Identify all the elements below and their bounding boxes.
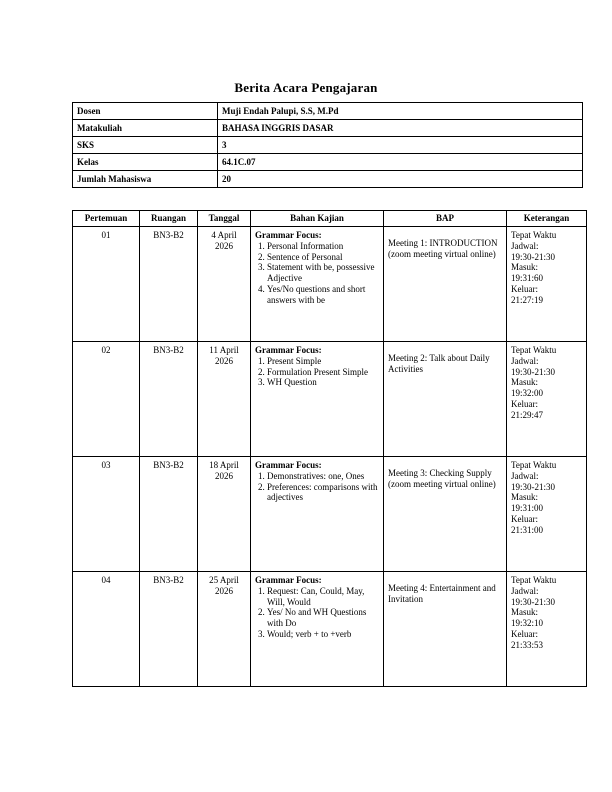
grammar-focus-label: Grammar Focus: <box>255 575 322 585</box>
keterangan-line: 19:32:00 <box>511 388 544 399</box>
info-row-kelas <box>73 154 583 171</box>
list-item: 1. Present Simple <box>267 356 379 367</box>
header-pertemuan: Pertemuan <box>73 211 140 227</box>
keterangan-line: Keluar: <box>511 283 538 294</box>
header-tanggal: Tanggal <box>198 211 251 227</box>
keterangan-line: Keluar: <box>511 628 538 639</box>
bap-text: Meeting 3: Checking Supply (zoom meeting virtual online) <box>388 468 496 489</box>
list-item: 1. Request: Can, Could, May, Will, Would <box>267 586 379 608</box>
keterangan-line: 21:27:19 <box>511 294 544 305</box>
keterangan-cell <box>507 457 587 572</box>
pertemuan-cell: 01 <box>73 227 140 342</box>
tanggal-cell: 25 April 2026 <box>198 572 251 687</box>
keterangan-line: 19:31:60 <box>511 273 544 284</box>
ruangan-cell: BN3-B2 <box>140 457 198 572</box>
bap-text: Meeting 2: Talk about Daily Activities <box>388 353 490 374</box>
keterangan-cell <box>507 572 587 687</box>
bap-cell <box>384 572 507 687</box>
topic-list <box>255 241 379 306</box>
grammar-focus-label: Grammar Focus: <box>255 345 322 355</box>
keterangan-line: 19:30-21:30 <box>511 596 555 607</box>
keterangan-line: 19:30-21:30 <box>511 481 555 492</box>
table-row <box>73 227 587 342</box>
topic-list <box>255 471 379 503</box>
pertemuan-cell: 02 <box>73 342 140 457</box>
header-keterangan: Keterangan <box>507 211 587 227</box>
info-label: Kelas <box>73 154 218 171</box>
schedule-header-row <box>73 211 587 227</box>
list-item: 2. Yes/ No and WH Questions with Do <box>267 607 379 629</box>
list-item: 3. WH Question <box>267 377 379 388</box>
bap-cell <box>384 227 507 342</box>
keterangan-line: Keluar: <box>511 398 538 409</box>
tanggal-cell: 18 April 2026 <box>198 457 251 572</box>
info-label: Matakuliah <box>73 120 218 137</box>
keterangan-line: Tepat Waktu <box>511 575 557 585</box>
bahan-kajian-cell <box>251 457 384 572</box>
topic-list <box>255 586 379 640</box>
keterangan-line: 19:30-21:30 <box>511 251 555 262</box>
list-item: 2. Preferences: comparisons with adjectives <box>267 482 379 504</box>
list-item: 1. Demonstratives: one, Ones <box>267 471 379 482</box>
keterangan-line: Tepat Waktu <box>511 345 557 355</box>
keterangan-line: 21:33:53 <box>511 639 544 650</box>
info-row-matakuliah <box>73 120 583 137</box>
table-row <box>73 572 587 687</box>
pertemuan-cell: 03 <box>73 457 140 572</box>
keterangan-line: Masuk: <box>511 607 538 618</box>
keterangan-line: Masuk: <box>511 377 538 388</box>
list-item: 3. Would; verb + to +verb <box>267 629 379 640</box>
keterangan-line: 19:32:10 <box>511 618 544 629</box>
grammar-focus-label: Grammar Focus: <box>255 230 322 240</box>
table-row <box>73 457 587 572</box>
keterangan-line: Jadwal: <box>511 355 539 366</box>
info-value: 20 <box>218 171 583 188</box>
info-label: Dosen <box>73 103 218 120</box>
keterangan-line: Keluar: <box>511 513 538 524</box>
info-label: Jumlah Mahasiswa <box>73 171 218 188</box>
info-row-sks <box>73 137 583 154</box>
bap-text: Meeting 4: Entertainment and Invitation <box>388 583 496 604</box>
ruangan-cell: BN3-B2 <box>140 342 198 457</box>
info-label: SKS <box>73 137 218 154</box>
table-row <box>73 342 587 457</box>
bahan-kajian-cell <box>251 227 384 342</box>
keterangan-line: 19:31:00 <box>511 503 544 514</box>
info-value: Muji Endah Palupi, S.S, M.Pd <box>218 103 583 120</box>
bahan-kajian-cell <box>251 342 384 457</box>
list-item: 1. Personal Information <box>267 241 379 252</box>
keterangan-line: Masuk: <box>511 492 538 503</box>
keterangan-cell <box>507 342 587 457</box>
keterangan-line: 21:29:47 <box>511 409 544 420</box>
info-row-jumlah-mahasiswa <box>73 171 583 188</box>
tanggal-cell: 11 April 2026 <box>198 342 251 457</box>
header-bap: BAP <box>384 211 507 227</box>
list-item: 4. Yes/No questions and short answers with be <box>267 284 379 306</box>
schedule-body <box>73 227 587 687</box>
keterangan-line: 21:31:00 <box>511 524 544 535</box>
schedule-table <box>72 210 587 687</box>
bap-text: Meeting 1: INTRODUCTION (zoom meeting virtual online) <box>388 238 498 259</box>
keterangan-line: Jadwal: <box>511 240 539 251</box>
keterangan-line: 19:30-21:30 <box>511 366 555 377</box>
bap-cell <box>384 342 507 457</box>
info-row-dosen <box>73 103 583 120</box>
header-ruangan: Ruangan <box>140 211 198 227</box>
list-item: 2. Formulation Present Simple <box>267 367 379 378</box>
list-item: 2. Sentence of Personal <box>267 252 379 263</box>
list-item: 3. Statement with be, possessive Adjective <box>267 262 379 284</box>
keterangan-line: Tepat Waktu <box>511 460 557 470</box>
keterangan-line: Jadwal: <box>511 585 539 596</box>
bahan-kajian-cell <box>251 572 384 687</box>
keterangan-line: Jadwal: <box>511 470 539 481</box>
pertemuan-cell: 04 <box>73 572 140 687</box>
header-bahan-kajian: Bahan Kajian <box>251 211 384 227</box>
info-value: 3 <box>218 137 583 154</box>
info-table <box>72 102 583 188</box>
grammar-focus-label: Grammar Focus: <box>255 460 322 470</box>
keterangan-cell <box>507 227 587 342</box>
keterangan-line: Masuk: <box>511 262 538 273</box>
info-value: BAHASA INGGRIS DASAR <box>218 120 583 137</box>
ruangan-cell: BN3-B2 <box>140 572 198 687</box>
bap-cell <box>384 457 507 572</box>
ruangan-cell: BN3-B2 <box>140 227 198 342</box>
tanggal-cell: 4 April 2026 <box>198 227 251 342</box>
keterangan-line: Tepat Waktu <box>511 230 557 240</box>
info-value: 64.1C.07 <box>218 154 583 171</box>
topic-list <box>255 356 379 388</box>
page-title: Berita Acara Pengajaran <box>234 80 378 95</box>
